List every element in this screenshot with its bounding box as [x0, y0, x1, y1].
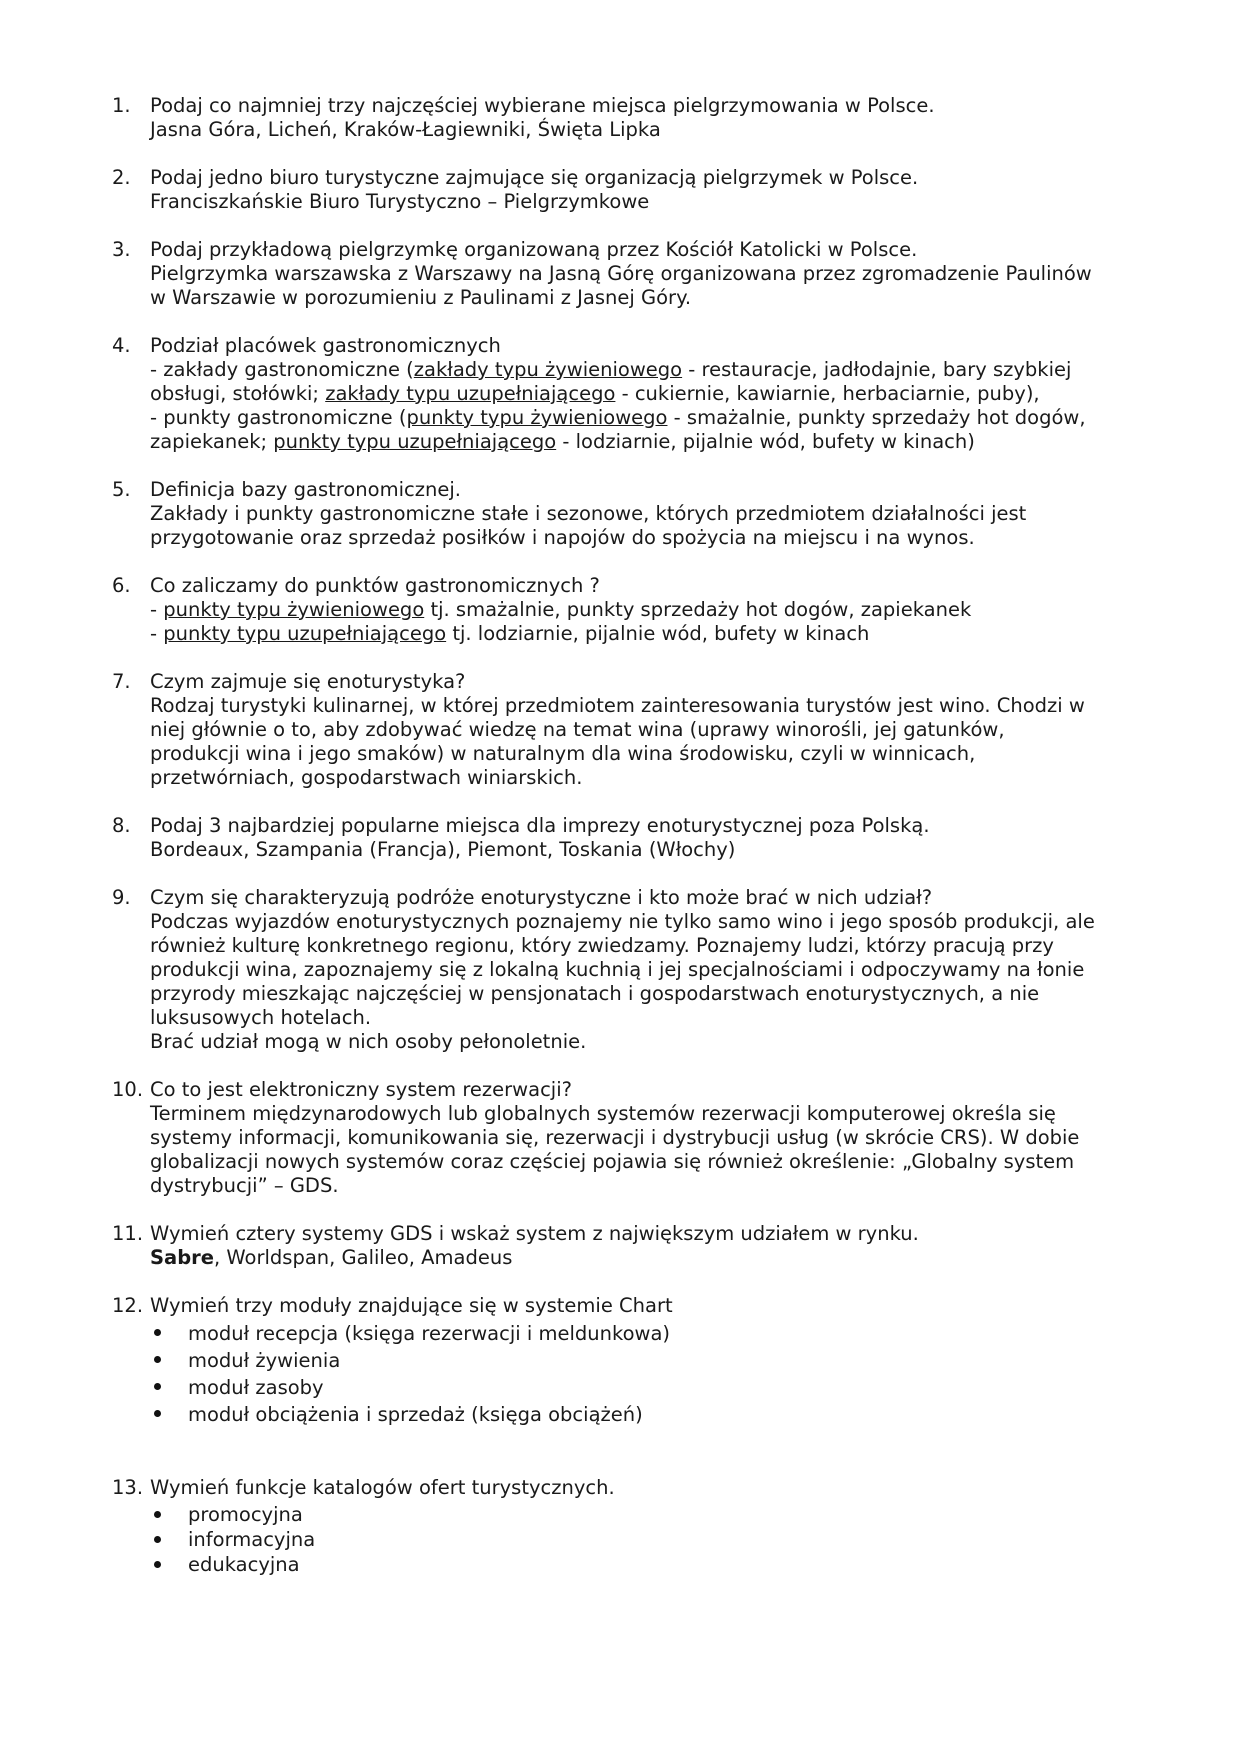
item-number: 13.: [112, 1476, 144, 1499]
answer-line: Podczas wyjazdów enoturystycznych poznajemy nie tylko samo wino i jego sposób produkcji, ale: [150, 910, 1095, 933]
bold-term: Sabre: [150, 1246, 215, 1269]
question-item: [112, 94, 1172, 142]
item-number: 8.: [112, 814, 131, 837]
answer-line: dystrybucji” – GDS.: [150, 1174, 339, 1197]
item-number: 4.: [112, 334, 131, 357]
answer-line: Terminem międzynarodowych lub globalnych systemów rezerwacji komputerowej określa się: [150, 1102, 1056, 1125]
answer-line: Zakłady i punkty gastronomiczne stałe i sezonowe, których przedmiotem działalności jest: [150, 502, 1027, 525]
question-item: [112, 814, 1172, 862]
answer-line: Franciszkańskie Biuro Turystyczno – Pielgrzymkowe: [150, 190, 650, 213]
bullet-item: moduł zasoby: [150, 1374, 1172, 1401]
answer-line: [150, 598, 1172, 622]
answer-text: - cukiernie, kawiarnie, herbaciarnie, puby),: [615, 382, 1040, 405]
item-number: 11.: [112, 1222, 144, 1245]
answer-line: niej głównie o to, aby zdobywać wiedzę na temat wina (uprawy winorośli, jej gatunków,: [150, 718, 1005, 741]
answer-line: w Warszawie w porozumieniu z Paulinami z Jasnej Góry.: [150, 286, 692, 309]
item-number: 5.: [112, 478, 131, 501]
question-item: [112, 334, 1172, 454]
answer-text: -: [150, 622, 164, 645]
answer-text: obsługi, stołówki;: [150, 382, 326, 405]
item-number: 1.: [112, 94, 131, 117]
answer-text: - lodziarnie, pijalnie wód, bufety w kinach): [556, 430, 975, 453]
bullet-list: [150, 1320, 1172, 1428]
answer-line: [150, 430, 1172, 454]
question-text: Co to jest elektroniczny system rezerwacji?: [150, 1078, 572, 1101]
answer-line: systemy informacji, komunikowania się, rezerwacji i dystrybucji usług (w skrócie CRS). W dobie: [150, 1126, 1080, 1149]
question-item: [112, 1078, 1172, 1198]
answer-text: tj. lodziarnie, pijalnie wód, bufety w kinach: [446, 622, 870, 645]
answer-text: , Worldspan, Galileo, Amadeus: [214, 1246, 513, 1269]
question-item: [112, 670, 1172, 790]
bullet-item: moduł obciążenia i sprzedaż (księga obciążeń): [150, 1401, 1172, 1428]
answer-line: [150, 1246, 1172, 1270]
question-text: Podział placówek gastronomicznych: [150, 334, 501, 357]
bullet-item: moduł żywienia: [150, 1347, 1172, 1374]
bullet-item: edukacyjna: [150, 1552, 1172, 1577]
answer-text: - restauracje, jadłodajnie, bary szybkiej: [682, 358, 1072, 381]
answer-text: tj. smażalnie, punkty sprzedaży hot dogów, zapiekanek: [424, 598, 972, 621]
answer-line: [150, 358, 1172, 382]
answer-line: [150, 382, 1172, 406]
answer-line: Pielgrzymka warszawska z Warszawy na Jasną Górę organizowana przez zgromadzenie Paulinów: [150, 262, 1092, 285]
question-text: Czym zajmuje się enoturystyka?: [150, 670, 466, 693]
item-number: 2.: [112, 166, 131, 189]
bullet-item: informacyjna: [150, 1527, 1172, 1552]
answer-line: przygotowanie oraz sprzedaż posiłków i napojów do spożycia na miejscu i na wynos.: [150, 526, 975, 549]
answer-line: przyrody mieszkając najczęściej w pensjonatach i gospodarstwach enoturystycznych, a nie: [150, 982, 1040, 1005]
answer-line: [150, 622, 1172, 646]
answer-line: [150, 406, 1172, 430]
question-list: [112, 94, 1172, 1577]
underlined-term: punkty typu uzupełniającego: [163, 622, 447, 645]
question-text: Definicja bazy gastronomicznej.: [150, 478, 461, 501]
underlined-term: zakłady typu żywieniowego: [413, 358, 683, 381]
item-number: 9.: [112, 886, 131, 909]
item-number: 6.: [112, 574, 131, 597]
item-number: 10.: [112, 1078, 144, 1101]
answer-line: produkcji wina i jego smaków) w naturalnym dla wina środowisku, czyli w winnicach,: [150, 742, 976, 765]
answer-line: Jasna Góra, Licheń, Kraków-Łagiewniki, Święta Lipka: [150, 118, 661, 141]
question-text: Wymień trzy moduły znajdujące się w systemie Chart: [150, 1294, 673, 1317]
question-text: Czym się charakteryzują podróże enoturystyczne i kto może brać w nich udział?: [150, 886, 933, 909]
bullet-item: moduł recepcja (księga rezerwacji i meldunkowa): [150, 1320, 1172, 1347]
answer-line: luksusowych hotelach.: [150, 1006, 372, 1029]
bullet-item: promocyjna: [150, 1502, 1172, 1527]
answer-line: również kulturę konkretnego regionu, który zwiedzamy. Poznajemy ludzi, którzy pracują przy: [150, 934, 1054, 957]
question-item: [112, 1476, 1172, 1577]
item-number: 12.: [112, 1294, 144, 1317]
question-item: [112, 574, 1172, 646]
underlined-term: zakłady typu uzupełniającego: [325, 382, 616, 405]
question-text: Podaj co najmniej trzy najczęściej wybierane miejsca pielgrzymowania w Polsce.: [150, 94, 935, 117]
answer-line: Rodzaj turystyki kulinarnej, w której przedmiotem zainteresowania turystów jest wino. Chodzi w: [150, 694, 1085, 717]
item-number: 3.: [112, 238, 131, 261]
question-item: [112, 1222, 1172, 1270]
question-text: Wymień funkcje katalogów ofert turystycznych.: [150, 1476, 615, 1499]
underlined-term: punkty typu żywieniowego: [406, 406, 668, 429]
item-number: 7.: [112, 670, 131, 693]
question-text: Co zaliczamy do punktów gastronomicznych ?: [150, 574, 600, 597]
question-item: [112, 478, 1172, 550]
underlined-term: punkty typu uzupełniającego: [273, 430, 557, 453]
answer-line: Bordeaux, Szampania (Francja), Piemont, Toskania (Włochy): [150, 838, 736, 861]
answer-line: globalizacji nowych systemów coraz częściej pojawia się również określenie: „Globalny system: [150, 1150, 1075, 1173]
answer-text: - zakłady gastronomiczne (: [150, 358, 414, 381]
answer-line: Brać udział mogą w nich osoby pełonoletnie.: [150, 1030, 587, 1053]
question-item: [112, 886, 1172, 1054]
answer-line: przetwórniach, gospodarstwach winiarskich.: [150, 766, 583, 789]
question-text: Podaj jedno biuro turystyczne zajmujące się organizacją pielgrzymek w Polsce.: [150, 166, 919, 189]
underlined-term: punkty typu żywieniowego: [163, 598, 425, 621]
question-item: [112, 238, 1172, 310]
answer-text: -: [150, 598, 164, 621]
answer-line: produkcji wina, zapoznajemy się z lokalną kuchnią i jej specjalnościami i odpoczywamy na łonie: [150, 958, 1085, 981]
question-text: Podaj 3 najbardziej popularne miejsca dla imprezy enoturystycznej poza Polską.: [150, 814, 930, 837]
bullet-list: [150, 1502, 1172, 1577]
question-text: Podaj przykładową pielgrzymkę organizowaną przez Kościół Katolicki w Polsce.: [150, 238, 918, 261]
question-item: [112, 166, 1172, 214]
answer-text: - punkty gastronomiczne (: [150, 406, 407, 429]
question-text: Wymień cztery systemy GDS i wskaż system z największym udziałem w rynku.: [150, 1222, 919, 1245]
question-item: [112, 1294, 1172, 1428]
answer-text: zapiekanek;: [150, 430, 274, 453]
answer-text: - smażalnie, punkty sprzedaży hot dogów,: [667, 406, 1086, 429]
